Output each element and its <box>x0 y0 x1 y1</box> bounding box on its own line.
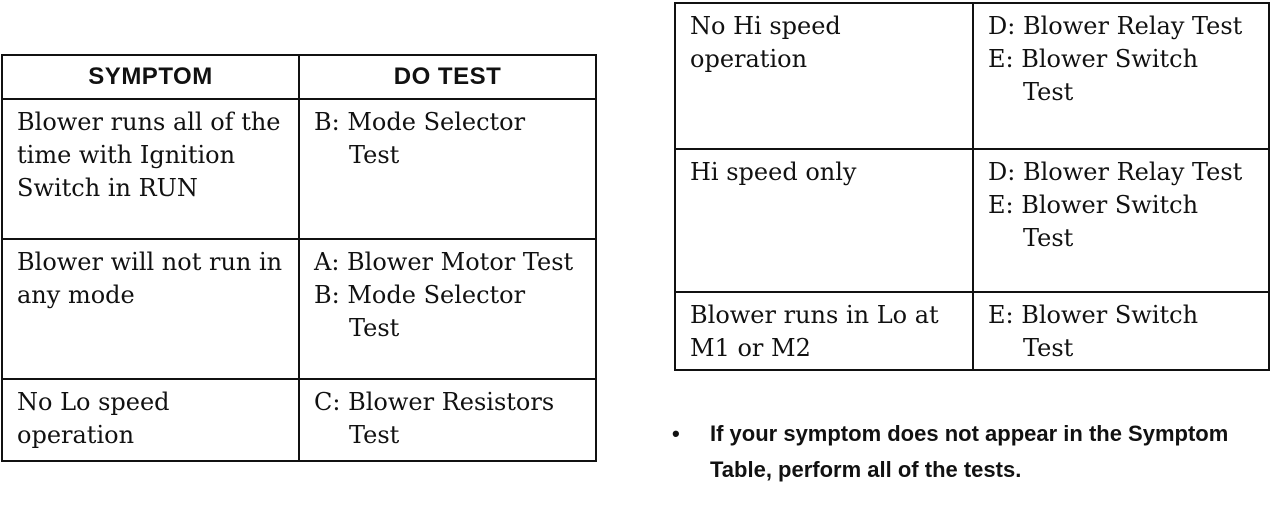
test-item: C: Blower Resistors Test <box>314 388 555 449</box>
do-test-cell <box>299 379 596 461</box>
symptom-text: Blower runs in Lo at M1 or M2 <box>690 301 939 362</box>
do-test-cell <box>299 239 596 379</box>
test-item: B: Mode Selector Test <box>314 281 526 342</box>
do-test-cell <box>973 149 1269 292</box>
do-test-cell <box>973 3 1269 149</box>
do-test-cell <box>299 99 596 239</box>
symptom-cell <box>2 99 299 239</box>
symptom-text: No Lo speed operation <box>17 388 170 449</box>
instruction-note <box>672 416 1272 488</box>
table-row <box>2 99 596 239</box>
symptom-table-right <box>674 2 1270 371</box>
table-row <box>675 149 1269 292</box>
table-row <box>2 379 596 461</box>
table-header-row <box>2 55 596 99</box>
symptom-cell <box>675 292 973 370</box>
table-row <box>675 3 1269 149</box>
symptom-text: Blower runs all of the time with Ignition Switch in RUN <box>17 108 281 202</box>
symptom-table-left <box>1 54 597 462</box>
symptom-cell <box>675 149 973 292</box>
note-text: If your symptom does not appear in the Symptom Table, perform all of the tests. <box>710 421 1229 482</box>
test-item: E: Blower Switch Test <box>988 191 1199 252</box>
test-item: D: Blower Relay Test <box>988 158 1243 186</box>
symptom-cell <box>675 3 973 149</box>
symptom-text: Blower will not run in any mode <box>17 248 283 309</box>
test-item: B: Mode Selector Test <box>314 108 526 169</box>
test-item: D: Blower Relay Test <box>988 12 1243 40</box>
symptom-column-header: SYMPTOM <box>2 55 299 99</box>
symptom-text: No Hi speed operation <box>690 12 841 73</box>
bullet-icon: • <box>672 421 680 446</box>
symptom-cell <box>2 379 299 461</box>
table-row <box>675 292 1269 370</box>
test-item: E: Blower Switch Test <box>988 45 1199 106</box>
test-item: A: Blower Motor Test <box>314 248 574 276</box>
do-test-column-header: DO TEST <box>299 55 596 99</box>
test-item: E: Blower Switch Test <box>988 301 1199 362</box>
symptom-cell <box>2 239 299 379</box>
table-row <box>2 239 596 379</box>
do-test-cell <box>973 292 1269 370</box>
symptom-text: Hi speed only <box>690 158 857 186</box>
